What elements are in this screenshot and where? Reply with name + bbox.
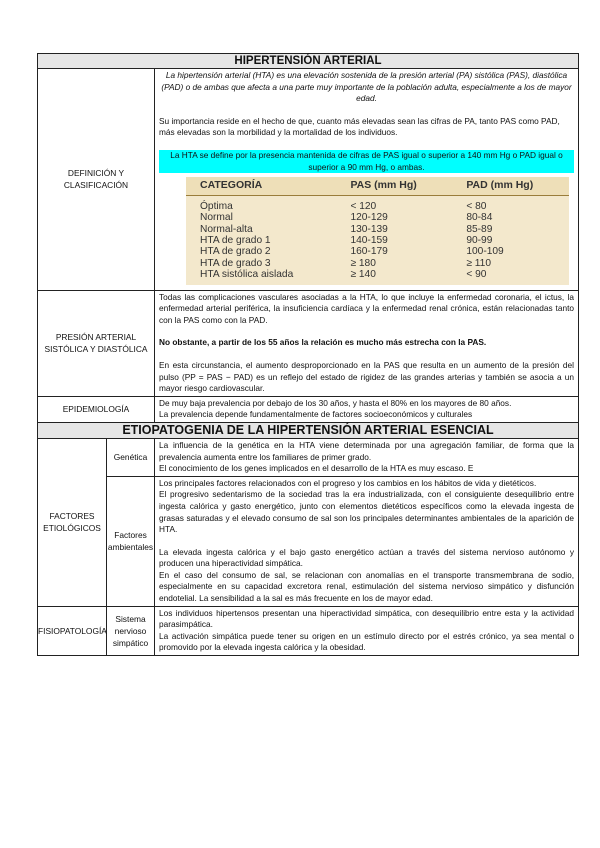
genetica-paragraph-2: El conocimiento de los genes implicados en el desarrollo de la HTA es muy escaso. E — [159, 463, 474, 474]
ambientales-row — [38, 476, 579, 606]
bp-cell: < 80 — [466, 200, 487, 212]
sistema-nervioso-content — [155, 606, 579, 655]
ambientales-content — [155, 476, 579, 606]
table-row — [186, 258, 569, 269]
bp-header-pad: PAD (mm Hg) — [452, 177, 569, 195]
factores-label: FACTORES ETIOLÓGICOS — [38, 438, 107, 606]
presion-paragraph-2: No obstante, a partir de los 55 años la relación es mucho más estrecha con la PAS. — [159, 337, 487, 348]
sistema-nervioso-label: Sistema nervioso simpático — [107, 606, 155, 655]
fisiopatologia-row — [38, 606, 579, 655]
table-row — [186, 195, 569, 212]
bp-cell: HTA de grado 2 — [200, 246, 271, 258]
bp-cell: 160-179 — [350, 246, 388, 258]
bp-header-categoria: CATEGORÍA — [186, 177, 336, 195]
bp-cell: HTA sistólica aislada — [200, 269, 294, 281]
definicion-importancia: Su importancia reside en el hecho de que, cuanto más elevadas sean las cifras de PA, tanto PAS como PAD, más elevadas son la morbilidad y la mortalidad de los individuos. — [159, 115, 560, 138]
document-title: HIPERTENSIÓN ARTERIAL — [38, 54, 579, 69]
presion-content — [155, 290, 579, 396]
ambientales-label: Factores ambientales — [107, 476, 155, 606]
table-row — [186, 224, 569, 235]
bp-table-header — [186, 177, 569, 195]
bp-cell: 140-159 — [350, 234, 388, 246]
title-row — [38, 54, 579, 69]
bp-cell: HTA de grado 3 — [200, 257, 271, 269]
ambientales-paragraph-3: La elevada ingesta calórica y el bajo gasto energético actúan a través del sistema nervioso autónomo y producen una hiperactividad simpática. — [159, 546, 574, 569]
genetica-paragraph-1: La influencia de la genética en la HTA viene determinada por una agregación familiar, de forma que la prevalencia aumenta entre los familiares de primer grado. — [159, 439, 574, 462]
bp-cell: < 120 — [350, 200, 377, 212]
ambientales-paragraph-2: El progresivo sedentarismo de la sociedad tras la era industrializada, con el consiguiente desequilibrio entre ingesta calórica y gasto energético, junto con elementos dietéticos específicos como la elevada ingesta de grasas saturadas y el elevado consumo de sal son los principales determinantes ambientales de la aparición de HTA. — [159, 489, 574, 535]
table-row — [186, 212, 569, 223]
table-row — [186, 235, 569, 246]
bp-cell: ≥ 110 — [466, 257, 491, 269]
definicion-label: DEFINICIÓN Y CLASIFICACIÓN — [38, 69, 155, 291]
sistema-paragraph-2: La activación simpática puede tener su origen en un estímulo directo por el estrés crónico, ya sea mental o promovido por la elevada ingesta calórica y la obesidad. — [159, 630, 574, 653]
bp-cell: 130-139 — [350, 223, 388, 235]
table-row — [186, 246, 569, 257]
etiopatogenia-title-row — [38, 422, 579, 438]
bp-cell: Normal — [200, 212, 233, 224]
epidemiologia-label: EPIDEMIOLOGÍA — [38, 396, 155, 422]
bp-cell: ≥ 180 — [350, 257, 376, 269]
section-title: ETIOPATOGENIA DE LA HIPERTENSIÓN ARTERIAL ESENCIAL — [38, 422, 579, 438]
epidemiologia-row — [38, 396, 579, 422]
sistema-paragraph-1: Los individuos hipertensos presentan una hiperactividad simpática, con desequilibrio entre esta y la actividad parasimpática. — [159, 607, 574, 630]
bp-cell: HTA de grado 1 — [200, 234, 271, 246]
bp-cell: 80-84 — [466, 212, 493, 224]
bp-cell: < 90 — [466, 269, 487, 281]
bp-cell: 85-89 — [466, 223, 493, 235]
definicion-row — [38, 69, 579, 291]
ambientales-paragraph-4: En el caso del consumo de sal, se relacionan con anomalías en el transporte transmembrana de sodio, especialmente en su capacidad excretora renal, estimulación del sistema nervioso simpático y disfunción endotelial. La sensibilidad a la sal es más frecuente en los de mayor edad. — [159, 569, 574, 604]
bp-header-pas: PAS (mm Hg) — [336, 177, 452, 195]
bp-cell: ≥ 140 — [350, 269, 376, 281]
table-row — [186, 269, 569, 284]
document-page — [37, 53, 578, 656]
genetica-row — [38, 438, 579, 476]
bp-cell: Óptima — [200, 200, 233, 212]
summary-table — [37, 53, 579, 656]
presion-row — [38, 290, 579, 396]
bp-cell: Normal-alta — [200, 223, 253, 235]
fisiopatologia-label: FISIOPATOLOGÍA — [38, 606, 107, 655]
definicion-content — [155, 69, 579, 291]
epidemiologia-content — [155, 396, 579, 422]
ambientales-paragraph-1: Los principales factores relacionados con el progreso y los cambios en los hábitos de vida y dietéticos. — [159, 477, 537, 488]
epidemiologia-paragraph-1: De muy baja prevalencia por debajo de los 30 años, y hasta el 80% en los mayores de 80 años. — [159, 397, 512, 408]
presion-paragraph-3: En esta circunstancia, el aumento desproporcionado en la PAS que resulta en un aumento de la presión del pulso (PP = PAS − PAD) es un reflejo del estado de rigidez de las grandes arterias y también se asocia a un mayor riesgo cardiovascular. — [159, 359, 574, 394]
presion-label: PRESIÓN ARTERIAL SISTÓLICA Y DIASTÓLICA — [38, 290, 155, 396]
definicion-intro: La hipertensión arterial (HTA) es una elevación sostenida de la presión arterial (PA) sistólica (PAS), diastólica (PAD) o de ambas que afecta a una parte muy importante de la población adulta, especialmente a los de mayor edad. — [161, 70, 572, 104]
genetica-content — [155, 438, 579, 476]
bp-cell: 120-129 — [350, 212, 388, 224]
bp-classification-table — [186, 177, 569, 284]
presion-paragraph-1: Todas las complicaciones vasculares asociadas a la HTA, lo que incluye la enfermedad coronaria, el ictus, la enfermedad arterial periférica, la insuficiencia cardíaca y la enfermedad renal crónica, están relacionadas tanto con la PAS como con la PAD. — [159, 291, 574, 325]
epidemiologia-paragraph-2: La prevalencia depende fundamentalmente de factores socioeconómicos y culturales — [159, 409, 473, 420]
bp-cell: 100-109 — [466, 246, 504, 258]
genetica-label: Genética — [107, 438, 155, 476]
bp-cell: 90-99 — [466, 234, 493, 246]
definicion-highlight: La HTA se define por la presencia mantenida de cifras de PAS igual o superior a 140 mm Hg o PAD igual o superior a 90 mm Hg, o ambas. — [159, 150, 574, 173]
